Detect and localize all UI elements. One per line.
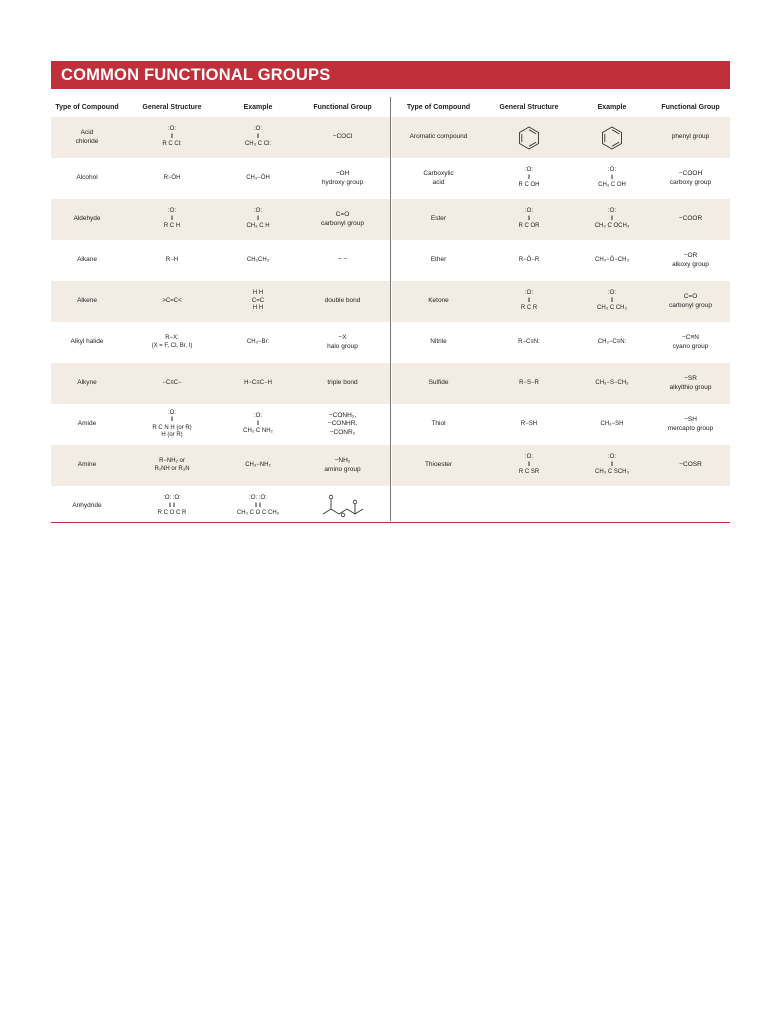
general-structure <box>123 199 221 240</box>
functional-group <box>651 445 730 486</box>
general-structure-text: ‖ <box>527 174 531 181</box>
compound-type <box>51 445 123 486</box>
functional-group <box>295 445 390 486</box>
example-structure-text: :O: <box>607 167 616 174</box>
table-row <box>51 322 390 363</box>
table-row <box>51 404 390 445</box>
general-structure-text: ‖ <box>170 215 174 222</box>
example-structure <box>573 240 651 281</box>
example-structure-text: H H <box>252 305 264 312</box>
compound-type-text: Acid <box>80 129 94 137</box>
header-example: Example <box>243 104 273 111</box>
general-structure <box>123 117 221 158</box>
example-structure <box>221 240 295 281</box>
example-structure <box>221 486 295 527</box>
functional-group-text: −OH <box>335 170 350 178</box>
example-structure-text: :O: <box>607 290 616 297</box>
example-structure <box>221 363 295 404</box>
compound-type <box>392 363 485 404</box>
functional-group <box>651 117 730 158</box>
general-structure <box>485 363 573 404</box>
compound-type <box>392 445 485 486</box>
example-structure-text: CH₃−SH <box>600 420 624 427</box>
general-structure-text: :O: :O: <box>163 495 181 502</box>
example-structure-text: C=C <box>251 297 265 304</box>
general-structure-text: R C O C R <box>157 510 187 517</box>
functional-group <box>651 404 730 445</box>
example-structure-text: CH₃ C SCH₃ <box>595 469 629 476</box>
example-structure-text: ‖ ‖ <box>254 502 262 509</box>
example-structure-text: CH₃ C OCH₃ <box>594 223 630 230</box>
general-structure <box>123 281 221 322</box>
table-body <box>392 117 730 486</box>
table-row <box>392 445 730 486</box>
compound-type-text: Nitrile <box>430 338 447 346</box>
anhydride-skeletal-structure <box>321 494 365 520</box>
functional-group-text: −CONR₂ <box>329 428 356 436</box>
example-structure-text: CH₃ C CH₃ <box>597 305 627 312</box>
left-table <box>51 99 390 527</box>
example-structure-text: :O: :O: <box>249 495 267 502</box>
general-structure-text: R C R <box>520 305 538 312</box>
example-structure-text: ‖ <box>610 297 614 304</box>
header-type: Type of Compound <box>55 104 119 111</box>
functional-group-text: −SR <box>684 375 697 383</box>
compound-type-text: Alkane <box>77 256 97 264</box>
example-structure <box>573 404 651 445</box>
example-structure-text: CH₃ C Cl: <box>244 141 272 148</box>
functional-group <box>295 281 390 322</box>
table-row <box>51 281 390 322</box>
compound-type-text: Ketone <box>428 297 449 305</box>
functional-group-text: carboxy group <box>669 178 712 186</box>
header-general-structure: General Structure <box>499 104 559 111</box>
example-structure-text: ‖ <box>610 215 614 222</box>
functional-group <box>295 486 390 527</box>
example-structure-text: CH₃ C NH₂ <box>243 428 273 435</box>
compound-type <box>51 199 123 240</box>
example-structure <box>573 322 651 363</box>
table-row <box>51 240 390 281</box>
compound-type-text: Sulfide <box>428 379 449 387</box>
functional-group-text: amino group <box>324 465 361 473</box>
functional-group-text: −NH₂ <box>334 457 351 465</box>
header-functional-group: Functional Group <box>313 104 372 111</box>
example-structure-text: CH₃−C≡N: <box>597 338 627 345</box>
example-structure <box>221 445 295 486</box>
general-structure-text: R−NH₂ or <box>159 458 185 464</box>
example-structure-text: CH₃−NH₂ <box>245 461 271 468</box>
general-structure-text: R−C≡N: <box>518 338 540 345</box>
example-structure <box>573 363 651 404</box>
general-structure-text: :O: <box>524 454 533 461</box>
benzene-ring-icon <box>516 125 542 151</box>
example-structure <box>221 158 295 199</box>
table-row <box>392 404 730 445</box>
functional-group-text: alkylthio group <box>669 383 712 391</box>
table-row <box>392 117 730 158</box>
general-structure-text: R−H <box>165 256 179 263</box>
functional-group <box>295 240 390 281</box>
compound-type-text: chloride <box>75 137 99 145</box>
compound-type-text: Alcohol <box>76 174 98 182</box>
functional-group-text: −COCl <box>332 133 353 141</box>
general-structure <box>123 486 221 527</box>
example-structure-text: H H <box>252 290 264 297</box>
general-structure <box>485 158 573 199</box>
compound-type-text: Alkene <box>77 297 97 305</box>
example-structure <box>573 158 651 199</box>
example-structure-text: ‖ <box>256 420 260 427</box>
general-structure-text: :O: <box>167 208 176 215</box>
example-structure-text: CH₃−ÖH <box>246 174 270 181</box>
compound-type <box>51 404 123 445</box>
functional-group <box>295 322 390 363</box>
functional-group-text: alkoxy group <box>672 260 709 268</box>
compound-type-text: Amide <box>77 420 97 428</box>
table-row <box>392 363 730 404</box>
example-structure-text: ‖ <box>256 133 260 140</box>
general-structure-text: R−ÖH <box>163 174 181 181</box>
general-structure <box>123 158 221 199</box>
table-row <box>51 486 390 527</box>
example-structure-text: :O: <box>253 126 262 133</box>
functional-group-text: carbonyl group <box>321 219 364 227</box>
table-row <box>392 158 730 199</box>
functional-group <box>295 363 390 404</box>
table-row <box>51 445 390 486</box>
table-row <box>51 117 390 158</box>
example-structure <box>573 281 651 322</box>
general-structure <box>123 322 221 363</box>
example-structure <box>573 445 651 486</box>
general-structure <box>485 117 573 158</box>
compound-type-text: Ester <box>430 215 447 223</box>
compound-type-text: Anhydride <box>72 502 102 510</box>
general-structure-text: R−Ö−R <box>518 256 540 263</box>
compound-type <box>392 199 485 240</box>
general-structure-text: ‖ ‖ <box>168 502 176 509</box>
functional-group-text: cyano group <box>672 342 709 350</box>
compound-type-text: Amine <box>77 461 97 469</box>
compound-type <box>51 322 123 363</box>
general-structure <box>485 404 573 445</box>
general-structure <box>485 240 573 281</box>
general-structure-text: R C OH <box>518 182 540 189</box>
functional-group-text: carbonyl group <box>669 301 712 309</box>
general-structure-text: ‖ <box>170 417 174 423</box>
general-structure-text: R C Cl: <box>162 141 182 148</box>
header-functional-group: Functional Group <box>661 104 720 111</box>
general-structure-text: R−SH <box>520 420 538 427</box>
example-structure-text: CH₃−S−CH₃ <box>595 379 629 386</box>
functional-group <box>651 281 730 322</box>
compound-type-text: Alkyl halide <box>70 338 104 346</box>
general-structure <box>123 404 221 445</box>
compound-type <box>51 158 123 199</box>
benzene-ring-icon <box>599 125 625 151</box>
general-structure-text: R C OR <box>518 223 540 230</box>
general-structure <box>123 240 221 281</box>
functional-group-text: − − <box>337 256 348 264</box>
header-general-structure: General Structure <box>142 104 202 111</box>
functional-group-text: phenyl group <box>671 133 710 141</box>
table-row <box>392 199 730 240</box>
compound-type-text: Ether <box>430 256 447 264</box>
functional-group-text: double bond <box>324 297 361 305</box>
table-row <box>392 281 730 322</box>
compound-type <box>51 240 123 281</box>
example-structure-text: ‖ <box>610 174 614 181</box>
general-structure <box>485 322 573 363</box>
compound-type <box>392 240 485 281</box>
example-structure-text: CH₃−Br: <box>246 338 270 345</box>
general-structure-text: :O: <box>167 409 176 416</box>
compound-type-text: acid <box>432 178 445 186</box>
example-structure-text: ‖ <box>610 461 614 468</box>
functional-group-text: −COSR <box>679 461 702 469</box>
functional-group-text: −C≡N <box>682 334 699 342</box>
general-structure-text: R C SR <box>518 469 540 476</box>
example-structure-text: CH₃CH₃ <box>246 256 270 263</box>
general-structure-text: ‖ <box>527 461 531 468</box>
example-structure-text: ‖ <box>256 215 260 222</box>
general-structure-text: >C=C< <box>162 297 182 304</box>
functional-group-text: C=O <box>335 211 350 219</box>
compound-type <box>392 117 485 158</box>
compound-type <box>392 404 485 445</box>
functional-group-text: mercapto group <box>667 424 714 432</box>
page-title: COMMON FUNCTIONAL GROUPS <box>51 61 730 89</box>
functional-group <box>651 158 730 199</box>
general-structure <box>485 445 573 486</box>
functional-group-text: C=O <box>683 293 698 301</box>
functional-group-text: −X <box>338 334 347 342</box>
example-structure <box>573 117 651 158</box>
compound-type <box>51 281 123 322</box>
general-structure-text: R C H <box>163 223 181 230</box>
compound-type-text: Carboxylic <box>423 170 454 178</box>
compound-type <box>392 322 485 363</box>
example-structure-text: CH₃ C O C CH₃ <box>236 510 280 517</box>
functional-group <box>651 363 730 404</box>
general-structure-text: R C N H (or R) <box>152 424 192 431</box>
table-row <box>392 240 730 281</box>
table-body <box>51 117 390 527</box>
compound-type <box>51 363 123 404</box>
functional-group-text: −COOH <box>678 170 703 178</box>
functional-group-text: halo group <box>327 342 358 350</box>
functional-group <box>651 240 730 281</box>
right-table <box>392 99 730 486</box>
functional-group-text: −OR <box>683 252 698 260</box>
compound-type-text: Alkyne <box>77 379 97 387</box>
general-structure-text: :O: <box>167 126 176 133</box>
general-structure-text: R−S−R <box>519 379 539 386</box>
example-structure-text: :O: <box>253 413 262 420</box>
example-structure-text: :O: <box>253 208 262 215</box>
general-structure-text: ‖ <box>527 297 531 304</box>
example-structure-text: CH₃−Ö−CH₃ <box>595 256 629 263</box>
functional-group <box>651 322 730 363</box>
table-row <box>392 322 730 363</box>
table-row <box>51 158 390 199</box>
compound-type-text: Aldehyde <box>73 215 101 223</box>
compound-type <box>392 158 485 199</box>
general-structure-text: H (or R) <box>161 432 183 438</box>
table-header <box>392 99 730 117</box>
general-structure-text: R₂NH or R₃N <box>154 465 190 472</box>
general-structure-text: ‖ <box>170 133 174 140</box>
example-structure-text: CH₃ C OH <box>598 182 626 189</box>
example-structure-text: CH₃ C H <box>246 223 270 230</box>
column-divider <box>390 97 391 521</box>
example-structure <box>221 199 295 240</box>
functional-group <box>651 199 730 240</box>
table-row <box>51 363 390 404</box>
compound-type <box>51 117 123 158</box>
general-structure-text: (X = F, Cl, Br, I) <box>151 342 193 349</box>
example-structure-text: :O: <box>607 208 616 215</box>
example-structure-text: :O: <box>607 454 616 461</box>
functional-group-text: −COOR <box>678 215 703 223</box>
general-structure <box>485 199 573 240</box>
example-structure <box>221 322 295 363</box>
general-structure-text: R−X: <box>165 335 179 341</box>
compound-type-text: Thioester <box>424 461 453 469</box>
general-structure <box>123 445 221 486</box>
example-structure <box>221 404 295 445</box>
benzene-ring <box>602 127 621 149</box>
functional-group-text: −SH <box>684 416 697 424</box>
compound-type-text: Aromatic compound <box>409 133 468 141</box>
general-structure-text: ‖ <box>527 215 531 222</box>
general-structure-text: :O: <box>524 290 533 297</box>
table-row <box>51 199 390 240</box>
general-structure <box>485 281 573 322</box>
functional-group <box>295 404 390 445</box>
table-header <box>51 99 390 117</box>
general-structure <box>123 363 221 404</box>
compound-type <box>51 486 123 527</box>
general-structure-text: :O: <box>524 208 533 215</box>
functional-group-text: triple bond <box>327 379 358 387</box>
header-type: Type of Compound <box>406 104 471 111</box>
header-example: Example <box>597 104 627 111</box>
general-structure-text: :O: <box>524 167 533 174</box>
functional-group <box>295 158 390 199</box>
example-structure <box>221 117 295 158</box>
general-structure-text: −C≡C− <box>162 379 182 386</box>
example-structure-text: H−C≡C−H <box>244 379 272 386</box>
example-structure <box>573 199 651 240</box>
functional-group <box>295 199 390 240</box>
benzene-ring <box>519 127 538 149</box>
compound-type <box>392 281 485 322</box>
functional-group <box>295 117 390 158</box>
functional-group-text: −CONH₂, <box>328 412 357 420</box>
compound-type-text: Thiol <box>431 420 446 428</box>
bottom-rule <box>51 522 730 523</box>
functional-group-text: hydroxy group <box>321 178 364 186</box>
functional-group-text: −CONHR, <box>327 420 358 428</box>
example-structure <box>221 281 295 322</box>
